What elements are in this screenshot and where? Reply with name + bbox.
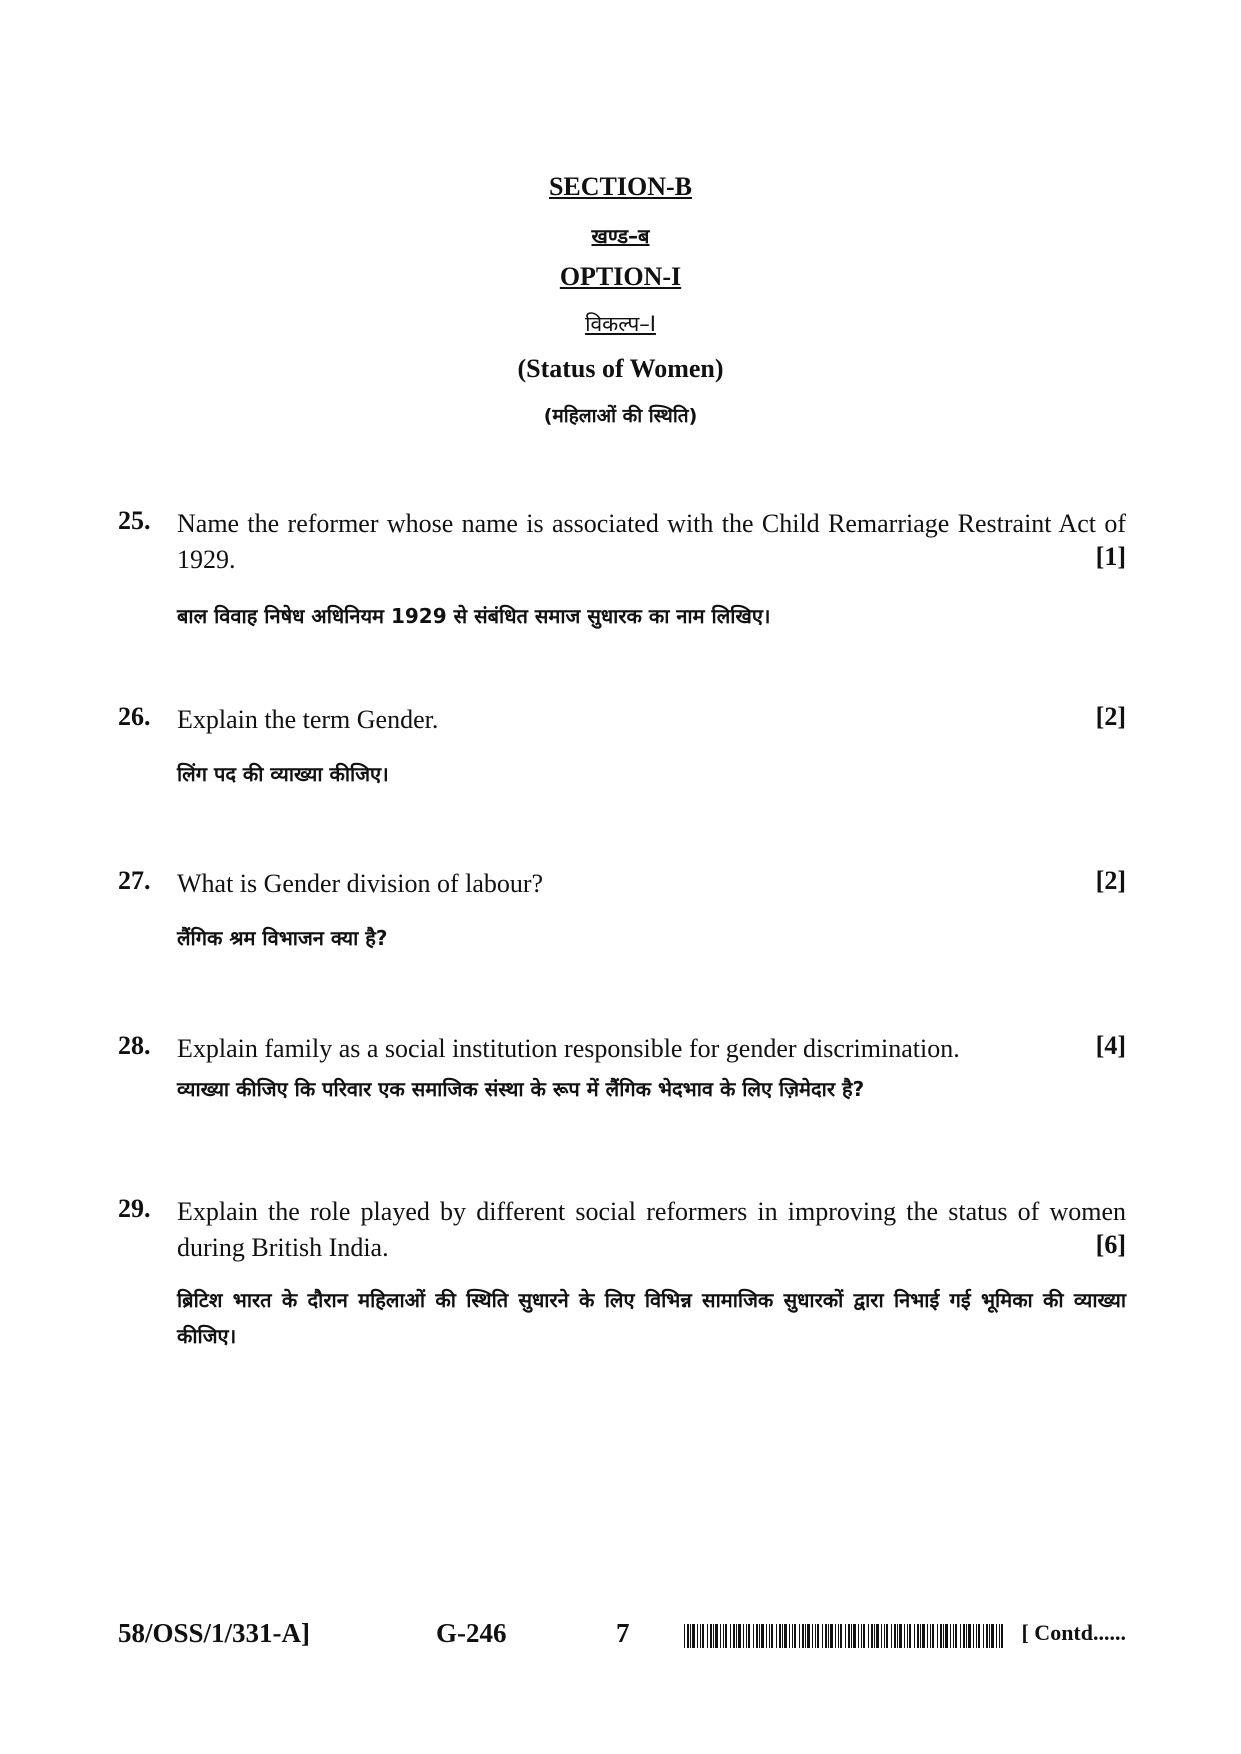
question-text-en: What is Gender division of labour?: [177, 869, 544, 898]
question-text-hi: बाल विवाह निषेध अधिनियम 1929 से संबंधित समाज सुधारक का नाम लिखिए।: [177, 604, 771, 628]
section-title-hindi: खण्ड–ब: [591, 224, 650, 248]
question-text-hi: ब्रिटिश भारत के दौरान महिलाओं की स्थिति सुधारने के लिए विभिन्न सामाजिक सुधारकों द्वारा निभाई गई भूमिका की व्याख्या कीजिए।: [177, 1288, 1126, 1348]
page-footer: [118, 1618, 1126, 1654]
option-title: OPTION-I: [559, 262, 682, 291]
question-marks: [4]: [1095, 1031, 1126, 1060]
question-27: [118, 866, 1126, 956]
question-marks: [2]: [1095, 866, 1126, 895]
question-25: [118, 506, 1126, 634]
question-number: 27.: [118, 866, 151, 895]
contd-label: [ Contd......: [1021, 1620, 1126, 1645]
section-title: SECTION-B: [548, 172, 693, 201]
topic-title-hindi: (महिलाओं की स्थिति): [543, 405, 698, 427]
question-number: 26.: [118, 702, 151, 731]
question-29: [118, 1194, 1126, 1354]
barcode-icon: [684, 1624, 1008, 1648]
question-number: 28.: [118, 1031, 151, 1060]
question-marks: [6]: [1095, 1230, 1126, 1259]
paper-code: 58/OSS/1/331-A]: [118, 1618, 311, 1648]
series-code: G-246: [436, 1618, 507, 1648]
question-text-en: Name the reformer whose name is associated with the Child Remarriage Restraint Act of 1929.: [177, 509, 1126, 574]
option-title-hindi: विकल्प–I: [585, 312, 656, 336]
question-text-hi: लिंग पद की व्याख्या कीजिए।: [177, 762, 389, 786]
question-26: [118, 702, 1126, 792]
question-text-hi: व्याख्या कीजिए कि परिवार एक समाजिक संस्था के रूप में लैंगिक भेदभाव के लिए ज़िमेदार है?: [177, 1077, 865, 1101]
question-text-en: Explain the role played by different social reformers in improving the status of women during British India.: [177, 1197, 1126, 1262]
topic-title: (Status of Women): [517, 354, 724, 383]
page-number: 7: [616, 1618, 630, 1648]
question-text-en: Explain the term Gender.: [177, 705, 439, 734]
question-28: [118, 1031, 1126, 1107]
question-text-en: Explain family as a social institution responsible for gender discrimination.: [177, 1034, 960, 1063]
question-marks: [2]: [1095, 702, 1126, 731]
question-marks: [1]: [1095, 542, 1126, 571]
question-number: 25.: [118, 506, 151, 535]
question-text-hi: लैंगिक श्रम विभाजन क्या है?: [177, 926, 388, 950]
question-number: 29.: [118, 1194, 151, 1223]
